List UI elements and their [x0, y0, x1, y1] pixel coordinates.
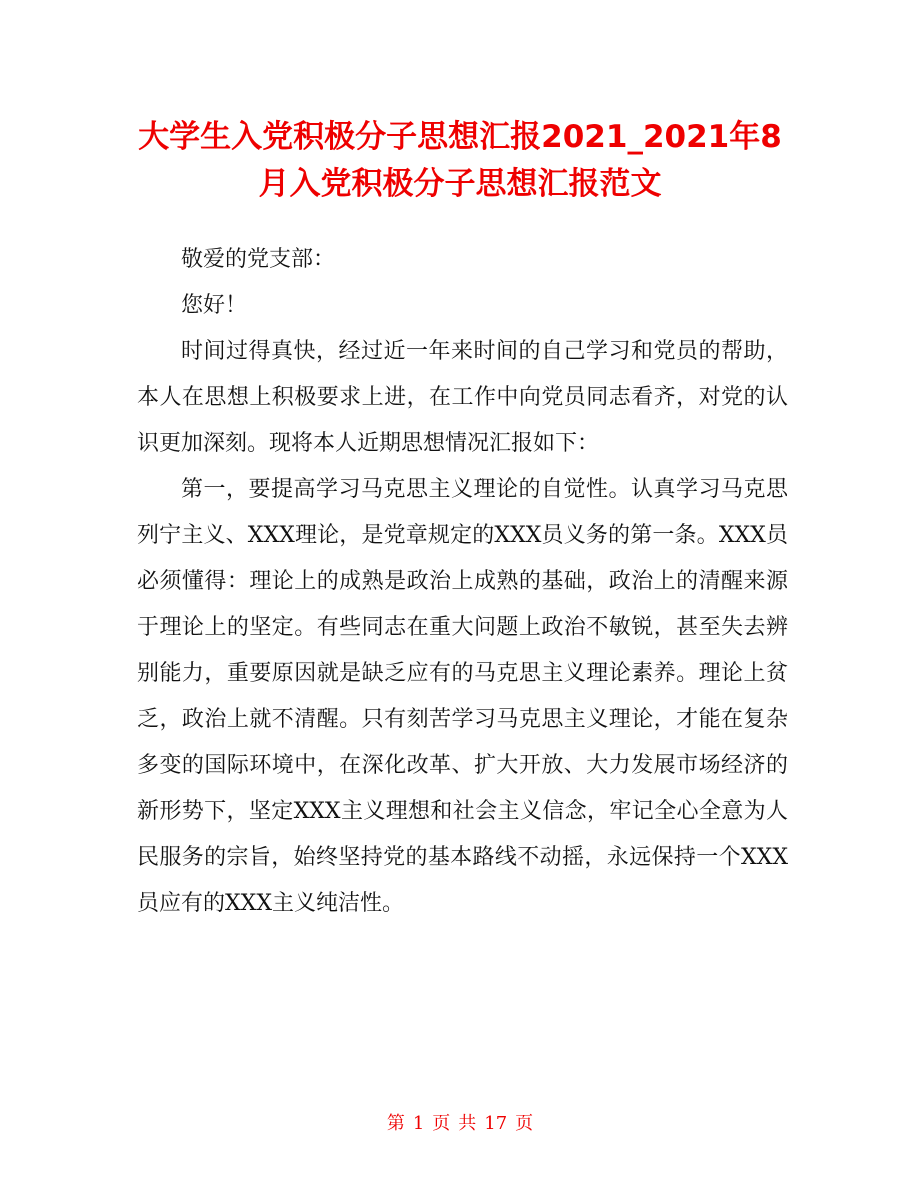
- current-page-number: 1: [412, 1113, 425, 1134]
- intro-paragraph: 时间过得真快，经过近一年来时间的自己学习和党员的帮助，本人在思想上积极要求上进，在工作中向党员同志看齐，对党的认识更加深刻。现将本人近期思想情况汇报如下：: [137, 339, 788, 456]
- total-pages-number: 17: [484, 1113, 508, 1134]
- total-label: 共: [458, 1113, 477, 1134]
- page-label: 第: [386, 1113, 405, 1134]
- document-title: 大学生入党积极分子思想汇报2021_2021年8月入党积极分子思想汇报范文: [138, 119, 782, 202]
- document-body: [137, 237, 788, 927]
- page-unit: 页: [432, 1113, 451, 1134]
- page-footer: [0, 1112, 920, 1136]
- salutation: 敬爱的党支部：: [181, 247, 336, 272]
- total-unit: 页: [515, 1113, 534, 1134]
- greeting: 您好！: [181, 293, 248, 318]
- first-point-paragraph: 第一，要提高学习马克思主义理论的自觉性。认真学习马克思列宁主义、XXX理论，是党章规定的XXX员义务的第一条。XXX员必须懂得：理论上的成熟是政治上成熟的基础，政治上的清醒来源于理论上的坚定。有些同志在重大问题上政治不敏锐，甚至失去辨别能力，重要原因就是缺乏应有的马克思主义理论素养。理论上贫乏，政治上就不清醒。只有刻苦学习马克思主义理论，才能在复杂多变的国际环境中，在深化改革、扩大开放、大力发展市场经济的新形势下，坚定XXX主义理想和社会主义信念，牢记全心全意为人民服务的宗旨，始终坚持党的基本路线不动摇，永远保持一个XXX员应有的XXX主义纯洁性。: [137, 477, 788, 916]
